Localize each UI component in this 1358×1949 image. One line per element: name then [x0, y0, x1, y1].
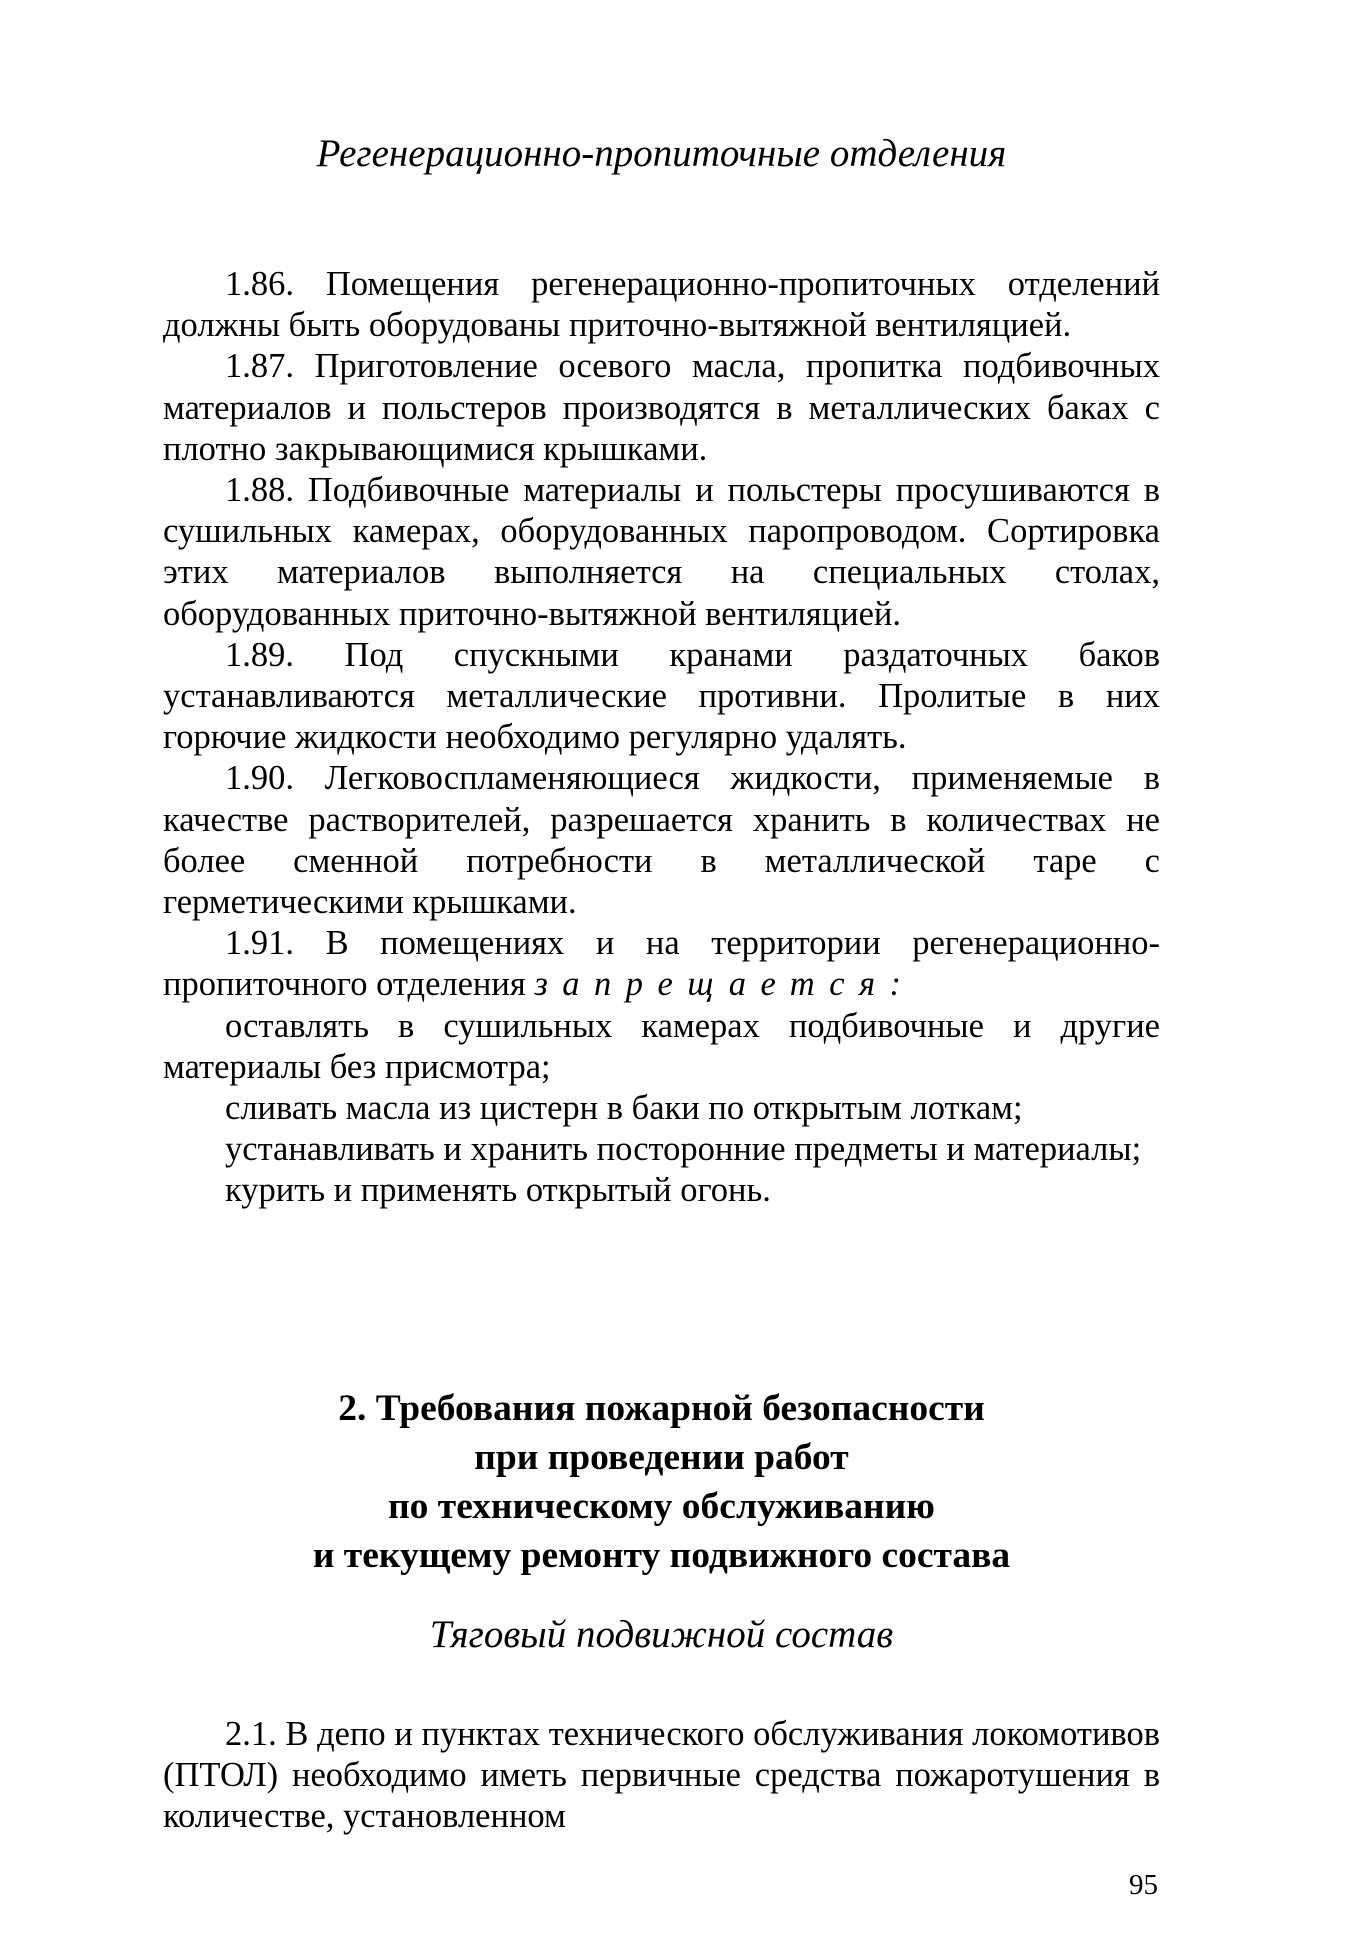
paragraph-1-91-lead: 1.91. В помещениях и на территории регенерационно-пропиточного отделения: [163, 924, 1160, 1004]
paragraph-1-91: [163, 923, 1160, 1005]
chapter-heading: [163, 1384, 1160, 1580]
chapter-heading-line: 2. Требования пожарной безопасности: [338, 1388, 985, 1429]
prohibition-item: устанавливать и хранить посторонние предметы и материалы;: [225, 1130, 1142, 1169]
paragraph-1-86: 1.86. Помещения регенерационно-пропиточных отделений должны быть оборудованы приточно-вытяжной вентиляцией.: [163, 265, 1160, 345]
prohibition-item: курить и применять открытый огонь.: [225, 1171, 771, 1210]
chapter-heading-line: при проведении работ: [474, 1437, 849, 1478]
paragraph-1-91-emphasis: запрещается:: [534, 965, 916, 1004]
paragraph-1-88: 1.88. Подбивочные материалы и польстеры просушиваются в сушильных камерах, оборудованных паропроводом. Сортировка этих материалов выполняется на специальных столах, оборудованных приточно-вытяжной вентиляцией.: [163, 471, 1160, 633]
prohibition-item: оставлять в сушильных камерах подбивочные и другие материалы без присмотра;: [163, 1006, 1160, 1086]
paragraph-1-90: 1.90. Легковоспламеняющиеся жидкости, применяемые в качестве растворителей, разрешается хранить в количествах не более сменной потребности в металлической таре с герметическими крышками.: [163, 759, 1160, 922]
paragraph-1-89: 1.89. Под спускными кранами раздаточных баков устанавливаются металлические противни. Пролитые в них горючие жидкости необходимо регулярно удалять.: [163, 635, 1160, 757]
chapter-heading-line: и текущему ремонту подвижного состава: [312, 1535, 1011, 1576]
paragraph-1-87: 1.87. Приготовление осевого масла, пропитка подбивочных материалов и польстеров производятся в металлических баках с плотно закрывающимися крышками.: [163, 347, 1160, 468]
page-number: 95: [1129, 1869, 1158, 1901]
chapter-body: [163, 1714, 1160, 1838]
chapter-heading-line: по техническому обслуживанию: [388, 1486, 935, 1527]
paragraph-2-1: 2.1. В депо и пунктах технического обслуживания локомотивов (ПТОЛ) необходимо иметь первичные средства пожаротушения в количестве, установленном: [163, 1715, 1160, 1836]
chapter-subheading: Тяговый подвижной состав: [429, 1613, 894, 1656]
section-body: [163, 264, 1160, 1212]
section-subheading: Регенерационно-пропиточные отделения: [316, 132, 1007, 175]
prohibition-item: сливать масла из цистерн в баки по открытым лоткам;: [225, 1089, 1023, 1128]
